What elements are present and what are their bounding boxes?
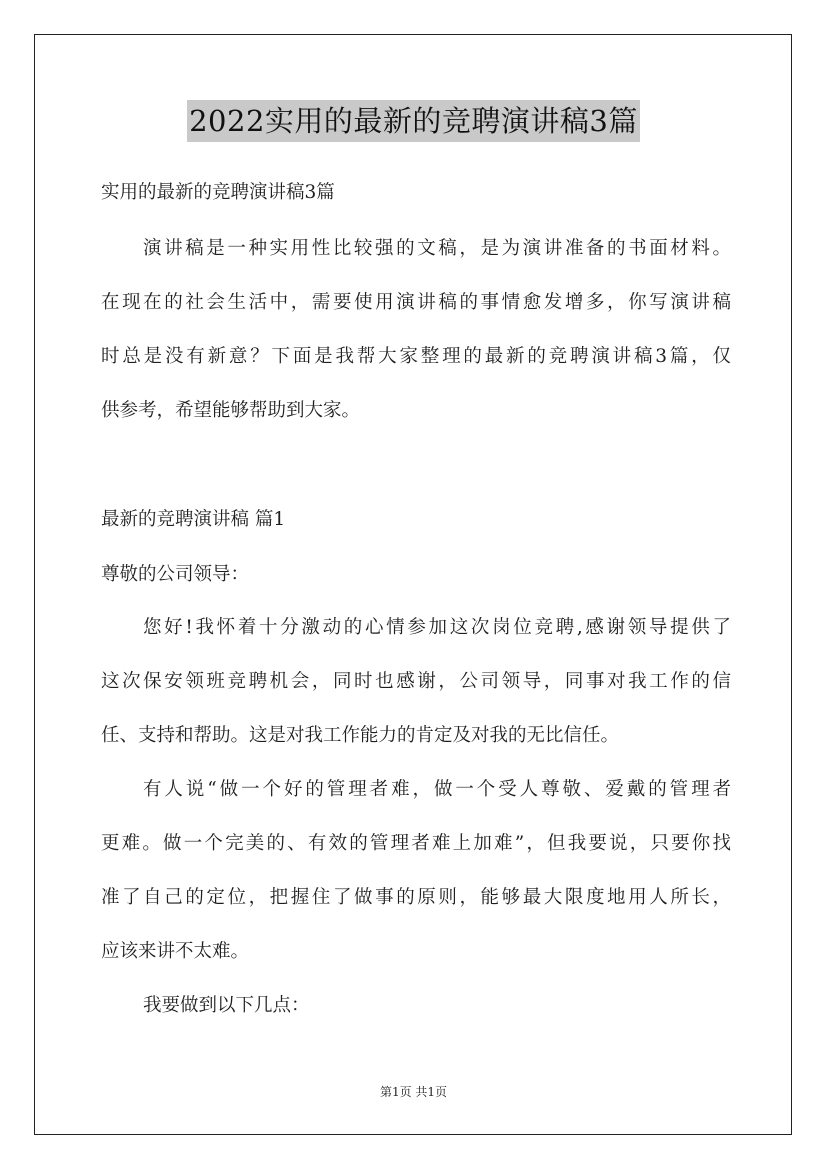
body-line: 准了自己的定位，把握住了做事的原则，能够最大限度地用人所长，: [101, 887, 731, 908]
body-line: 更难。做一个完美的、有效的管理者难上加难”，但我要说，只要你找: [101, 833, 731, 854]
body-line: 这次保安领班竞聘机会，同时也感谢，公司领导，同事对我工作的信: [101, 671, 731, 692]
intro-line: 在现在的社会生活中，需要使用演讲稿的事情愈发增多，你写演讲稿: [101, 292, 731, 313]
body-line: 有人说“做一个好的管理者难，做一个受人尊敬、爱戴的管理者: [143, 779, 731, 800]
title-container: [0, 100, 827, 142]
intro-line: 供参考，希望能够帮助到大家。: [101, 400, 361, 421]
body-line: 您好!我怀着十分激动的心情参加这次岗位竞聘,感谢领导提供了: [143, 617, 731, 638]
body-line: 任、支持和帮助。这是对我工作能力的肯定及对我的无比信任。: [101, 725, 620, 746]
salutation: 尊敬的公司领导：: [101, 564, 250, 585]
section-heading: 最新的竞聘演讲稿 篇1: [101, 509, 286, 530]
document-subtitle: 实用的最新的竞聘演讲稿3篇: [101, 182, 335, 203]
intro-line: 演讲稿是一种实用性比较强的文稿，是为演讲准备的书面材料。: [143, 238, 731, 259]
document-title: 2022实用的最新的竞聘演讲稿3篇: [187, 100, 640, 142]
page-number: 第1页 共1页: [379, 1085, 448, 1099]
intro-line: 时总是没有新意？下面是我帮大家整理的最新的竞聘演讲稿3篇，仅: [101, 346, 731, 367]
body-line: 应该来讲不太难。: [101, 941, 250, 962]
body-line: 我要做到以下几点：: [143, 995, 310, 1016]
